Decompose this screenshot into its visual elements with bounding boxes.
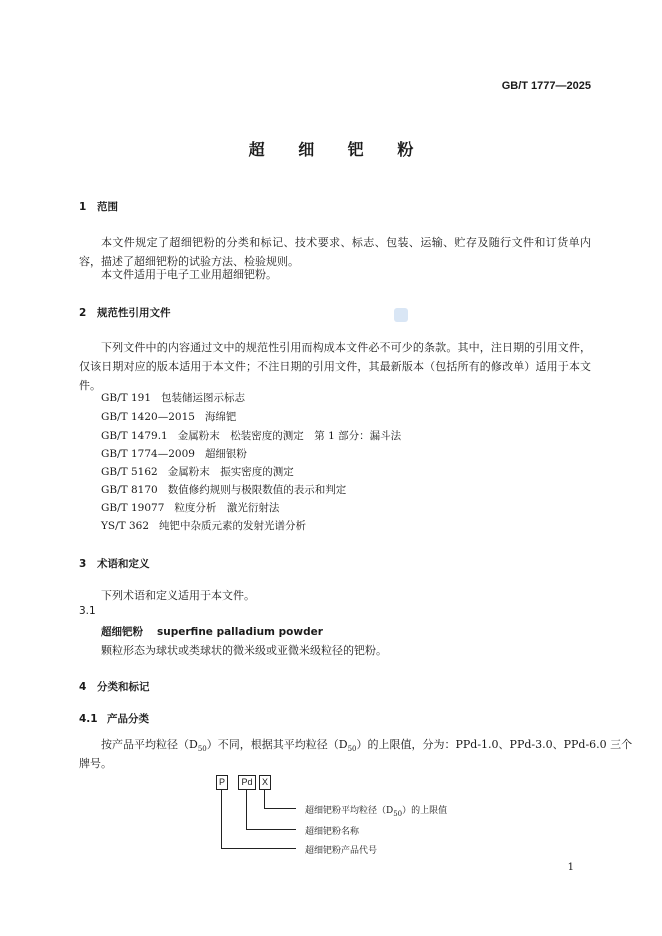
reference-code: GB/T 1420—2015 [101,411,195,423]
text-run: ）的上限值，分为：PPd-1.0、PPd-3.0、PPd-6.0 三个 [356,738,633,751]
reference-item [101,500,279,515]
section-1-paragraph-1: 本文件规定了超细钯粉的分类和标记、技术要求、标志、包装、运输、贮存及随行文件和订货单内容，描述了超细钯粉的试验方法、检验规则。 [79,236,591,268]
reference-code: GB/T 191 [101,392,152,404]
text-run: ）的上限值 [402,806,448,816]
diagram-box-x: X [259,775,271,790]
reference-title: 纯钯中杂质元素的发射光谱分析 [159,520,307,532]
diagram-label-name: 超细钯粉名称 [305,827,360,837]
watermark-icon [394,308,408,322]
reference-code: GB/T 1479.1 [101,430,168,442]
term-number: 3.1 [79,605,96,617]
page-number: 1 [567,862,574,873]
section-2-heading [79,305,171,320]
reference-item [101,464,294,479]
reference-title: 金属粉末 振实密度的测定 [167,466,294,478]
subscript: 50 [197,745,207,754]
reference-item [101,518,306,533]
section-1-paragraph-2: 本文件适用于电子工业用超细钯粉。 [101,268,277,281]
section-title: 规范性引用文件 [97,307,171,319]
diagram-box-pd: Pd [238,775,256,790]
subscript: 50 [393,809,403,818]
reference-item [101,390,245,405]
section-4-heading [79,679,150,694]
diagram-connector [246,790,247,830]
diagram-box-p: P [216,775,228,790]
reference-title: 海绵钯 [204,411,237,423]
reference-code: GB/T 5162 [101,466,158,478]
subsection-4-1-heading [79,711,149,726]
reference-title: 包装储运图示标志 [161,392,246,404]
section-4-paragraph-1-continued: 牌号。 [79,757,112,770]
term-entry [101,624,323,639]
section-2-paragraph-1: 下列文件中的内容通过文中的规范性引用而构成本文件必不可少的条款。其中，注日期的引用文件，仅该日期对应的版本适用于本文件；不注日期的引用文件，其最新版本（包括所有的修改单）适用于本文件。 [79,341,591,392]
term-definition: 颗粒形态为球状或类球状的微米级或亚微米级粒径的钯粉。 [101,644,387,657]
diagram-connector [221,848,296,849]
diagram-label-size [305,803,447,818]
section-4-paragraph-1 [101,736,632,753]
text-run: ）不同，根据其平均粒径（D [206,738,348,751]
diagram-connector [246,829,296,830]
section-number: 4 [79,681,87,693]
subscript: 50 [347,745,357,754]
reference-item [101,409,236,424]
reference-title: 金属粉末 松装密度的测定 第 1 部分：漏斗法 [177,430,402,442]
reference-code: GB/T 8170 [101,484,158,496]
reference-title: 数值修约规则与极限数值的表示和判定 [167,484,347,496]
section-title: 术语和定义 [97,558,150,570]
diagram-connector [264,808,296,809]
reference-item [101,482,346,497]
reference-item [101,446,247,461]
subsection-title: 产品分类 [107,713,149,725]
reference-code: YS/T 362 [101,520,150,532]
section-number: 3 [79,558,87,570]
text-run: 按产品平均粒径（D [101,738,198,751]
term-english: superfine palladium powder [157,626,323,638]
section-number: 2 [79,307,87,319]
reference-title: 粒度分析 激光衍射法 [174,502,280,514]
document-title: 超 细 钯 粉 [248,140,428,159]
diagram-connector [264,790,265,809]
section-title: 范围 [97,201,118,213]
reference-title: 超细银粉 [204,448,247,460]
standard-number: GB/T 1777—2025 [501,80,591,92]
section-number: 1 [79,201,87,213]
diagram-connector [221,790,222,849]
section-3-paragraph-1: 下列术语和定义适用于本文件。 [101,589,255,602]
subsection-number: 4.1 [79,713,98,725]
reference-item [101,428,401,443]
section-3-heading [79,556,150,571]
reference-code: GB/T 19077 [101,502,165,514]
section-1-heading [79,199,118,214]
term-chinese: 超细钯粉 [101,626,143,638]
reference-code: GB/T 1774—2009 [101,448,195,460]
text-run: 超细钯粉平均粒径（D [305,806,394,816]
diagram-label-code: 超细钯粉产品代号 [305,846,378,856]
section-title: 分类和标记 [97,681,150,693]
